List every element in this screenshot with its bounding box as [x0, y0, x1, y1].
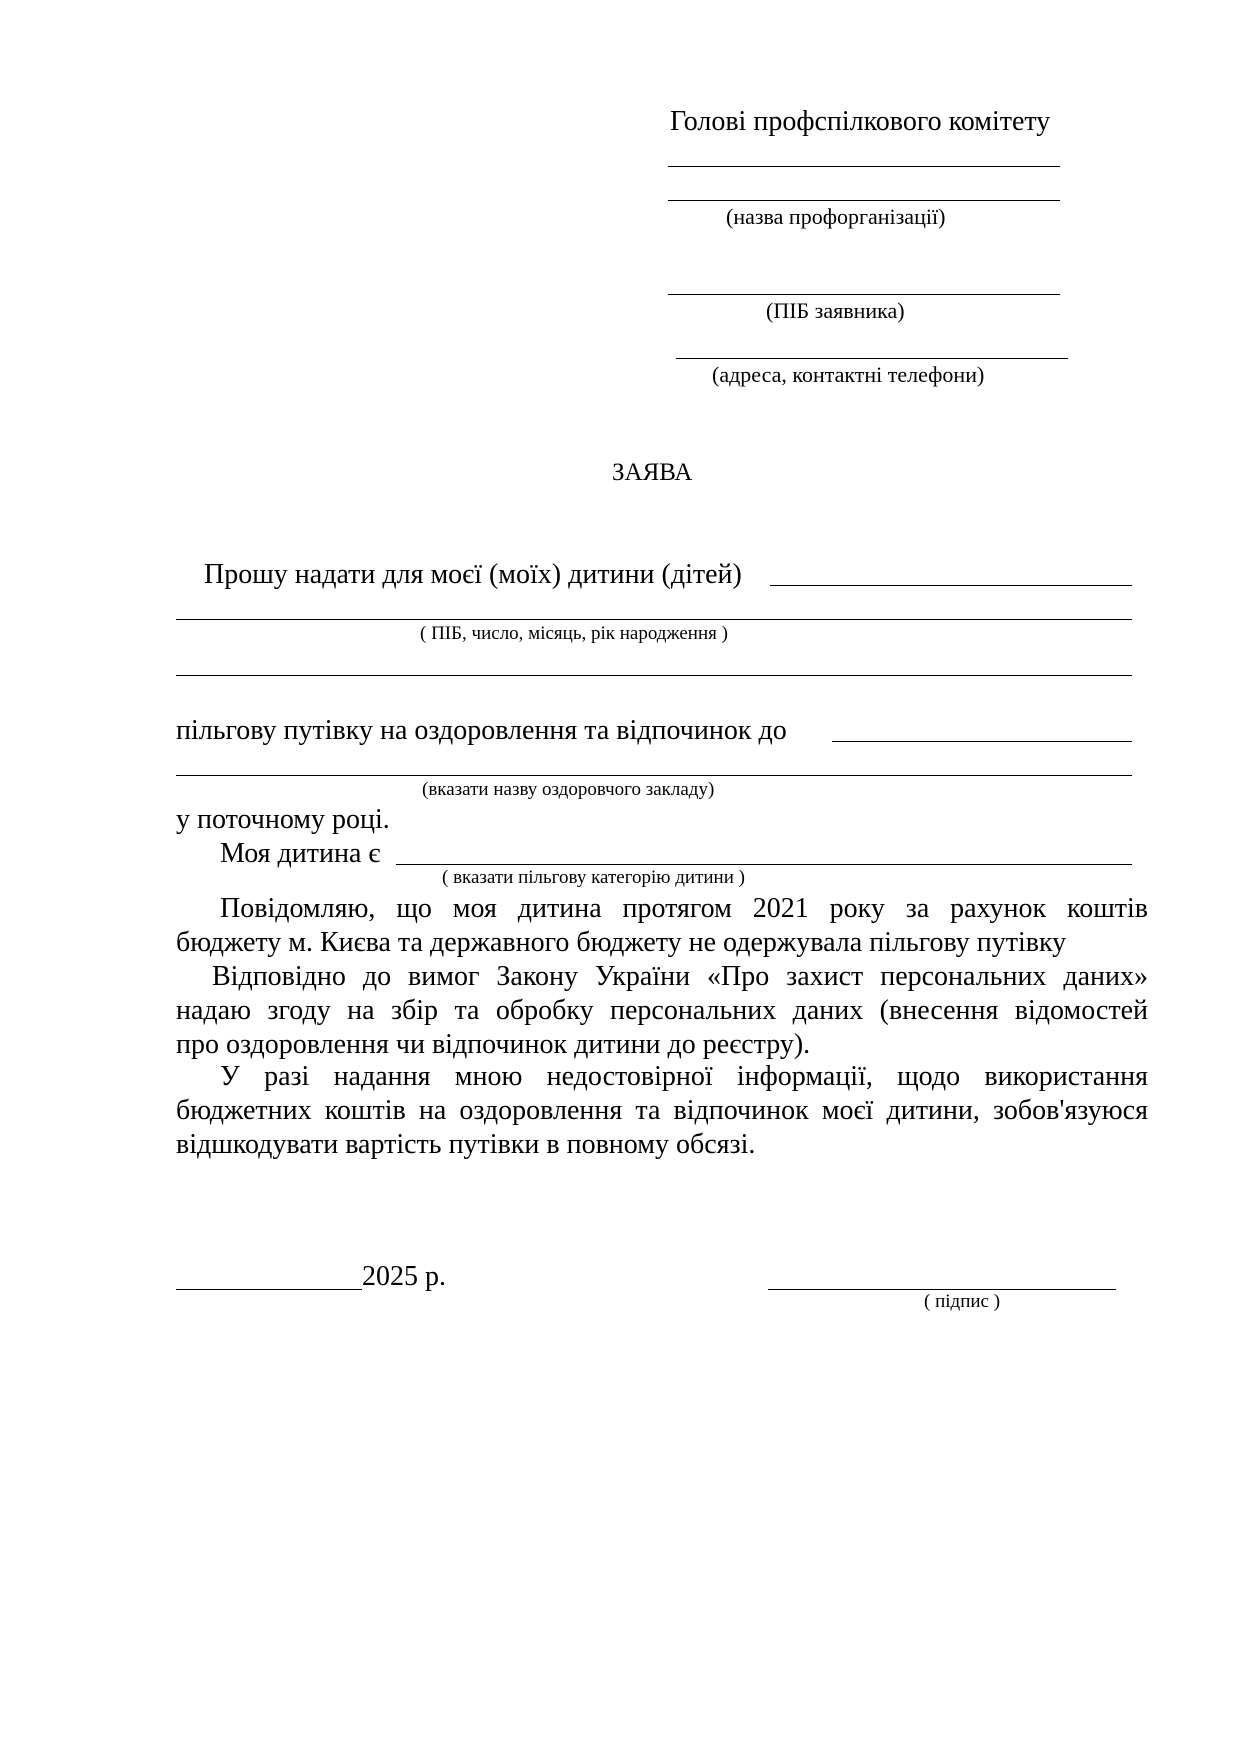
applicant-name-line — [668, 294, 1060, 295]
request-line-2: пільгову путівку на оздоровлення та відпочинок до — [176, 715, 787, 746]
request-line-1: Прошу надати для моєї (моїх) дитини (дітей) — [204, 559, 742, 590]
org-line-2 — [668, 200, 1060, 201]
facility-line-b — [176, 775, 1132, 776]
signature-line — [768, 1289, 1116, 1290]
request-line-3: у поточному році. — [176, 804, 390, 835]
name-caption: (ПІБ заявника) — [766, 298, 905, 323]
facility-caption: (вказати назву оздоровчого закладу) — [422, 779, 715, 800]
category-label: Моя дитина є — [220, 838, 381, 869]
liability-line-1: У разі надання мною недостовірної інформації, щодо використання — [220, 1061, 1148, 1092]
date-year: 2025 р. — [362, 1261, 446, 1292]
liability-line-3: відшкодувати вартість путівки в повному обсязі. — [176, 1129, 756, 1160]
child-caption: ( ПІБ, число, місяць, рік народження ) — [420, 623, 728, 644]
child-name-line-a — [770, 585, 1132, 586]
child-name-line-c — [176, 675, 1132, 676]
child-name-line-b — [176, 619, 1132, 620]
notice-line-2: бюджету м. Києва та державного бюджету не одержувала пільгову путівку — [176, 927, 1067, 958]
category-line — [396, 864, 1132, 865]
date-line — [176, 1289, 362, 1290]
org-line-1 — [668, 166, 1060, 167]
org-caption: (назва профорганізації) — [726, 204, 946, 229]
address-caption: (адреса, контактні телефони) — [712, 362, 985, 387]
facility-line-a — [832, 741, 1132, 742]
signature-caption: ( підпис ) — [924, 1291, 1001, 1312]
document-heading: ЗАЯВА — [612, 459, 693, 486]
consent-line-2: надаю згоду на збір та обробку персональних даних (внесення відомостей — [176, 995, 1148, 1026]
notice-line-1: Повідомляю, що моя дитина протягом 2021 року за рахунок коштів — [220, 893, 1148, 924]
consent-line-1: Відповідно до вимог Закону України «Про захист персональних даних» — [212, 961, 1148, 992]
address-line — [676, 358, 1068, 359]
consent-line-3: про оздоровлення чи відпочинок дитини до реєстру). — [176, 1029, 811, 1060]
addressee-title: Голові профспілкового комітету — [670, 106, 1051, 137]
category-caption: ( вказати пільгову категорію дитини ) — [442, 867, 745, 888]
liability-line-2: бюджетних коштів на оздоровлення та відпочинок моєї дитини, зобов'язуюся — [176, 1095, 1148, 1126]
